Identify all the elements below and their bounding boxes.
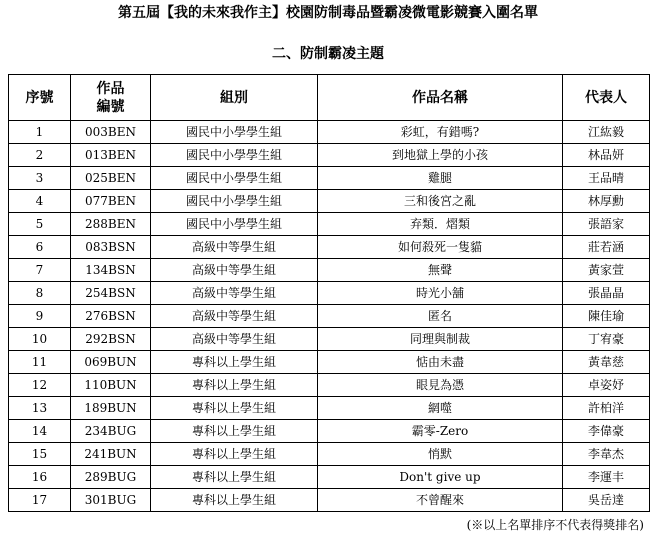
cell-work-id: 288BEN bbox=[71, 213, 151, 236]
cell-representative: 卓姿妤 bbox=[563, 374, 650, 397]
cell-representative: 李韋杰 bbox=[563, 443, 650, 466]
table-row bbox=[9, 489, 650, 512]
cell-representative: 莊若涵 bbox=[563, 236, 650, 259]
cell-group: 專科以上學生組 bbox=[151, 420, 318, 443]
cell-work-id: 241BUN bbox=[71, 443, 151, 466]
cell-group: 專科以上學生組 bbox=[151, 489, 318, 512]
cell-group: 國民中小學學生組 bbox=[151, 167, 318, 190]
cell-group: 高級中等學生組 bbox=[151, 282, 318, 305]
cell-representative: 黃家萱 bbox=[563, 259, 650, 282]
cell-no: 17 bbox=[9, 489, 71, 512]
cell-group: 專科以上學生組 bbox=[151, 374, 318, 397]
header-work-name: 作品名稱 bbox=[318, 75, 563, 121]
cell-work-id: 276BSN bbox=[71, 305, 151, 328]
cell-group: 國民中小學學生組 bbox=[151, 213, 318, 236]
table-row bbox=[9, 167, 650, 190]
cell-no: 4 bbox=[9, 190, 71, 213]
cell-work-id: 254BSN bbox=[71, 282, 151, 305]
cell-work-name: 網噬 bbox=[318, 397, 563, 420]
cell-work-id: 083BSN bbox=[71, 236, 151, 259]
table-row bbox=[9, 466, 650, 489]
header-group: 組別 bbox=[151, 75, 318, 121]
cell-group: 高級中等學生組 bbox=[151, 328, 318, 351]
cell-representative: 陳佳瑜 bbox=[563, 305, 650, 328]
cell-group: 國民中小學學生組 bbox=[151, 121, 318, 144]
cell-no: 2 bbox=[9, 144, 71, 167]
table-row bbox=[9, 190, 650, 213]
cell-no: 12 bbox=[9, 374, 71, 397]
cell-work-name: 無聲 bbox=[318, 259, 563, 282]
cell-group: 專科以上學生組 bbox=[151, 466, 318, 489]
table-row bbox=[9, 282, 650, 305]
cell-work-name: 眼見為憑 bbox=[318, 374, 563, 397]
cell-no: 9 bbox=[9, 305, 71, 328]
cell-representative: 王品晴 bbox=[563, 167, 650, 190]
section-subtitle: 二、防制霸凌主題 bbox=[272, 46, 384, 62]
footer-note: (※以上名單排序不代表得獎排名) bbox=[466, 518, 644, 532]
cell-no: 10 bbox=[9, 328, 71, 351]
cell-no: 7 bbox=[9, 259, 71, 282]
cell-work-name: 到地獄上學的小孩 bbox=[318, 144, 563, 167]
cell-work-id: 234BUG bbox=[71, 420, 151, 443]
cell-no: 1 bbox=[9, 121, 71, 144]
cell-representative: 吳岳達 bbox=[563, 489, 650, 512]
header-representative: 代表人 bbox=[563, 75, 650, 121]
cell-work-name: 弃類．熠類 bbox=[318, 213, 563, 236]
cell-work-name: 同理與制裁 bbox=[318, 328, 563, 351]
cell-representative: 許柏洋 bbox=[563, 397, 650, 420]
cell-no: 8 bbox=[9, 282, 71, 305]
header-work-id-label: 作品編號 bbox=[96, 80, 125, 115]
cell-representative: 丁宥豪 bbox=[563, 328, 650, 351]
cell-work-name: Don't give up bbox=[318, 466, 563, 489]
cell-no: 16 bbox=[9, 466, 71, 489]
header-work-id bbox=[71, 75, 151, 121]
cell-work-id: 110BUN bbox=[71, 374, 151, 397]
cell-work-name: 三和後宮之亂 bbox=[318, 190, 563, 213]
table-row bbox=[9, 328, 650, 351]
cell-group: 高級中等學生組 bbox=[151, 305, 318, 328]
table-body bbox=[9, 121, 650, 512]
table-row bbox=[9, 351, 650, 374]
table-row bbox=[9, 213, 650, 236]
cell-work-name: 悄默 bbox=[318, 443, 563, 466]
cell-work-name: 如何殺死一隻貓 bbox=[318, 236, 563, 259]
cell-work-id: 189BUN bbox=[71, 397, 151, 420]
header-no: 序號 bbox=[9, 75, 71, 121]
table-row bbox=[9, 144, 650, 167]
cell-work-id: 013BEN bbox=[71, 144, 151, 167]
cell-representative: 張晶晶 bbox=[563, 282, 650, 305]
cell-work-name: 彩虹，有錯嗎? bbox=[318, 121, 563, 144]
cell-work-name: 匿名 bbox=[318, 305, 563, 328]
cell-group: 高級中等學生組 bbox=[151, 236, 318, 259]
finalist-table bbox=[8, 74, 650, 512]
cell-work-name: 不曾醒來 bbox=[318, 489, 563, 512]
cell-representative: 李運丰 bbox=[563, 466, 650, 489]
cell-group: 專科以上學生組 bbox=[151, 351, 318, 374]
cell-work-name: 霸零-Zero bbox=[318, 420, 563, 443]
cell-no: 3 bbox=[9, 167, 71, 190]
table-row bbox=[9, 420, 650, 443]
cell-work-name: 時光小舖 bbox=[318, 282, 563, 305]
cell-work-id: 077BEN bbox=[71, 190, 151, 213]
cell-work-id: 069BUN bbox=[71, 351, 151, 374]
cell-work-id: 292BSN bbox=[71, 328, 151, 351]
document-title: 第五屆【我的未來我作主】校園防制毒品暨霸凌微電影競賽入圍名單 bbox=[118, 5, 538, 21]
cell-no: 14 bbox=[9, 420, 71, 443]
table-row bbox=[9, 305, 650, 328]
table-row bbox=[9, 443, 650, 466]
cell-representative: 林厚勳 bbox=[563, 190, 650, 213]
table-header-row bbox=[9, 75, 650, 121]
table-row bbox=[9, 121, 650, 144]
cell-no: 6 bbox=[9, 236, 71, 259]
cell-representative: 黃韋慈 bbox=[563, 351, 650, 374]
table-row bbox=[9, 259, 650, 282]
cell-group: 專科以上學生組 bbox=[151, 397, 318, 420]
cell-work-name: 惦由未盡 bbox=[318, 351, 563, 374]
cell-no: 15 bbox=[9, 443, 71, 466]
cell-group: 高級中等學生組 bbox=[151, 259, 318, 282]
cell-work-id: 289BUG bbox=[71, 466, 151, 489]
cell-work-id: 301BUG bbox=[71, 489, 151, 512]
table-row bbox=[9, 397, 650, 420]
cell-representative: 李偉豪 bbox=[563, 420, 650, 443]
table-row bbox=[9, 236, 650, 259]
cell-work-id: 025BEN bbox=[71, 167, 151, 190]
table-row bbox=[9, 374, 650, 397]
cell-work-name: 雞腿 bbox=[318, 167, 563, 190]
cell-representative: 江紘毅 bbox=[563, 121, 650, 144]
cell-group: 國民中小學學生組 bbox=[151, 190, 318, 213]
cell-work-id: 003BEN bbox=[71, 121, 151, 144]
cell-no: 11 bbox=[9, 351, 71, 374]
cell-representative: 林品妍 bbox=[563, 144, 650, 167]
cell-group: 國民中小學學生組 bbox=[151, 144, 318, 167]
cell-no: 5 bbox=[9, 213, 71, 236]
cell-work-id: 134BSN bbox=[71, 259, 151, 282]
cell-no: 13 bbox=[9, 397, 71, 420]
cell-group: 專科以上學生組 bbox=[151, 443, 318, 466]
cell-representative: 張語家 bbox=[563, 213, 650, 236]
